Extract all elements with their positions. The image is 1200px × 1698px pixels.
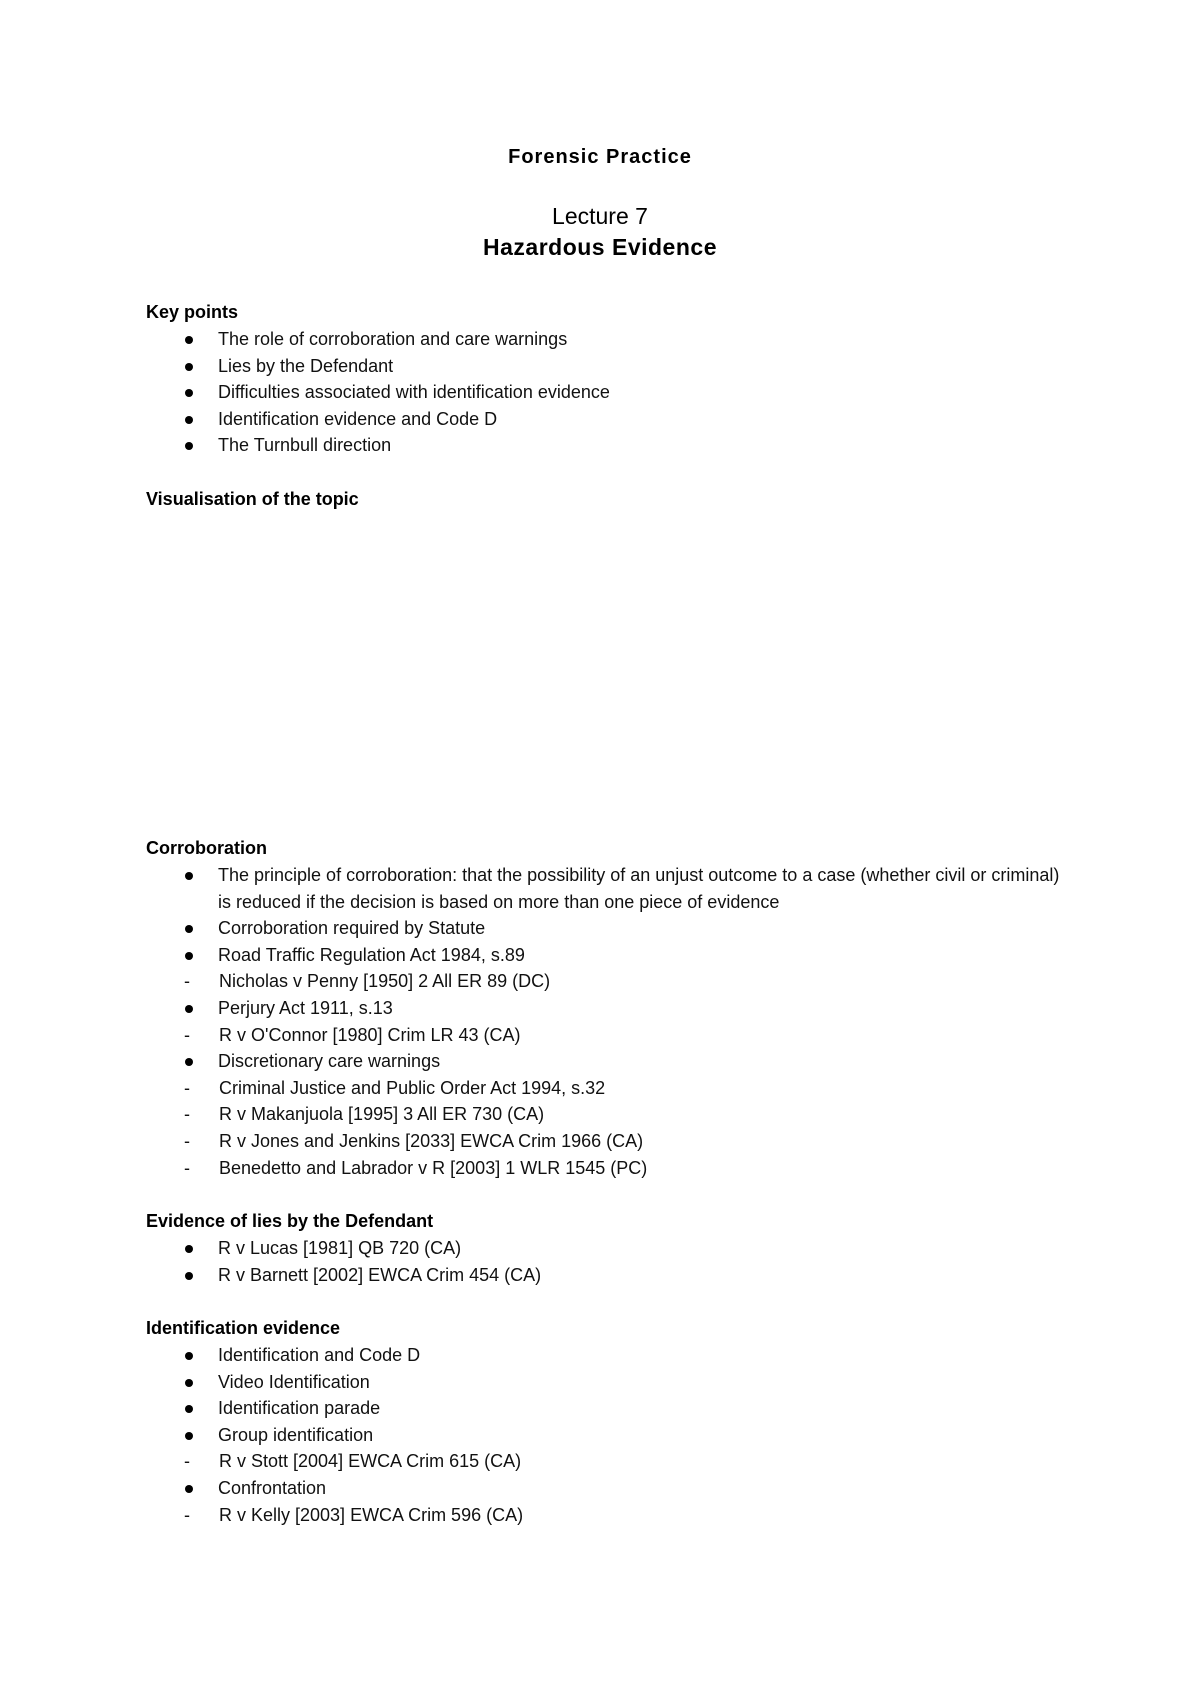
- list-item: [146, 353, 1066, 380]
- sub-list-item-text: Nicholas v Penny [1950] 2 All ER 89 (DC): [219, 971, 551, 992]
- topic-title: Hazardous Evidence: [483, 234, 717, 260]
- dash-icon: -: [184, 1130, 190, 1151]
- lies-heading: Evidence of lies by the Defendant: [146, 1211, 434, 1231]
- sub-list-item-text: R v Makanjuola [1995] 3 All ER 730 (CA): [219, 1104, 545, 1125]
- list-item-text: Discretionary care warnings: [218, 1051, 441, 1072]
- list-item-text: Lies by the Defendant: [218, 355, 394, 376]
- bullet-icon: [185, 1245, 193, 1253]
- dash-icon: -: [184, 1104, 190, 1125]
- visualisation-heading: Visualisation of the topic: [146, 489, 359, 509]
- bullet-icon: [185, 1352, 193, 1360]
- list-item: [146, 1369, 1066, 1396]
- bullet-icon: [185, 925, 193, 933]
- list-item: [146, 326, 1066, 353]
- dash-icon: -: [184, 1504, 190, 1525]
- sub-list: [146, 968, 1066, 995]
- sub-list-item-text: R v Jones and Jenkins [2033] EWCA Crim 1966 (CA): [219, 1130, 644, 1151]
- corroboration-list-continued: [146, 995, 1066, 1022]
- bullet-icon: [185, 952, 193, 960]
- list-item: [146, 995, 1066, 1022]
- list-item: [146, 1235, 1066, 1262]
- sub-list-item: [146, 1101, 1066, 1128]
- key-points-heading: Key points: [146, 302, 239, 322]
- bullet-icon: [185, 1379, 193, 1387]
- list-item-text: Group identification: [218, 1424, 374, 1445]
- bullet-icon: [185, 1272, 193, 1280]
- bullet-icon: [185, 1405, 193, 1413]
- bullet-icon: [185, 1058, 193, 1066]
- sub-list-item-text: R v Stott [2004] EWCA Crim 615 (CA): [219, 1451, 522, 1472]
- list-item: [146, 1475, 1066, 1502]
- list-item: [146, 1048, 1066, 1075]
- identification-list: [146, 1342, 1066, 1448]
- bullet-icon: [185, 1005, 193, 1013]
- bullet-icon: [185, 363, 193, 371]
- dash-icon: -: [184, 1024, 190, 1045]
- list-item-text: Identification evidence and Code D: [218, 408, 498, 429]
- list-item: [146, 1422, 1066, 1449]
- bullet-icon: [185, 336, 193, 344]
- lecture-title: Lecture 7: [552, 203, 648, 229]
- dash-icon: -: [184, 1157, 190, 1178]
- list-item-text: The Turnbull direction: [218, 435, 392, 456]
- sub-list-item: [146, 1022, 1066, 1049]
- sub-list: [146, 1075, 1066, 1181]
- list-item-text: R v Barnett [2002] EWCA Crim 454 (CA): [218, 1264, 542, 1285]
- visualisation-section: [146, 486, 1066, 513]
- list-item-text: Identification parade: [218, 1398, 381, 1419]
- bullet-icon: [185, 416, 193, 424]
- sub-list-item-text: Criminal Justice and Public Order Act 1994, s.32: [219, 1077, 606, 1098]
- list-item-text: The principle of corroboration: that the possibility of an unjust outcome to a case (whether civil or criminal) is reduced if the decision is based on more than one piece of evidence: [218, 865, 1060, 912]
- course-title: Forensic Practice: [508, 146, 692, 168]
- dash-icon: -: [184, 1451, 190, 1472]
- list-item-text: Corroboration required by Statute: [218, 918, 486, 939]
- dash-icon: -: [184, 1077, 190, 1098]
- list-item: [146, 1342, 1066, 1369]
- bullet-icon: [185, 872, 193, 880]
- corroboration-list-continued: [146, 1048, 1066, 1075]
- list-item: [146, 1262, 1066, 1289]
- sub-list: [146, 1022, 1066, 1049]
- list-item-text: Video Identification: [218, 1371, 370, 1392]
- sub-list-item: [146, 968, 1066, 995]
- sub-list: [146, 1448, 1066, 1475]
- list-item-text: The role of corroboration and care warnings: [218, 329, 568, 349]
- identification-list-continued: [146, 1475, 1066, 1502]
- list-item: [146, 379, 1066, 406]
- corroboration-list: [146, 862, 1066, 968]
- list-item: [146, 1395, 1066, 1422]
- corroboration-heading: Corroboration: [146, 838, 267, 858]
- identification-section: [146, 1315, 1066, 1528]
- list-item: [146, 942, 1066, 969]
- list-item-text: Road Traffic Regulation Act 1984, s.89: [218, 944, 525, 965]
- sub-list-item: [146, 1448, 1066, 1475]
- key-points-section: [146, 299, 1066, 459]
- key-points-list: [146, 326, 1066, 459]
- sub-list-item-text: R v O'Connor [1980] Crim LR 43 (CA): [219, 1024, 521, 1045]
- bullet-icon: [185, 1485, 193, 1493]
- list-item-text: Confrontation: [218, 1477, 327, 1498]
- bullet-icon: [185, 1432, 193, 1440]
- sub-list-item-text: Benedetto and Labrador v R [2003] 1 WLR 1545 (PC): [219, 1157, 648, 1178]
- list-item-text: Perjury Act 1911, s.13: [218, 997, 393, 1018]
- lies-section: [146, 1208, 1066, 1288]
- visualisation-area: [146, 520, 1066, 820]
- list-item-text: R v Lucas [1981] QB 720 (CA): [218, 1238, 462, 1258]
- sub-list-item-text: R v Kelly [2003] EWCA Crim 596 (CA): [219, 1504, 524, 1525]
- sub-list-item: [146, 1075, 1066, 1102]
- dash-icon: -: [184, 971, 190, 992]
- corroboration-section: [146, 835, 1066, 1181]
- sub-list: [146, 1502, 1066, 1529]
- list-item: [146, 406, 1066, 433]
- identification-heading: Identification evidence: [146, 1318, 341, 1338]
- bullet-icon: [185, 389, 193, 397]
- list-item-text: Identification and Code D: [218, 1345, 421, 1365]
- sub-list-item: [146, 1155, 1066, 1182]
- lies-list: [146, 1235, 1066, 1288]
- list-item: [146, 862, 1066, 915]
- sub-list-item: [146, 1502, 1066, 1529]
- list-item: [146, 915, 1066, 942]
- bullet-icon: [185, 442, 193, 450]
- list-item-text: Difficulties associated with identification evidence: [218, 382, 610, 403]
- sub-list-item: [146, 1128, 1066, 1155]
- list-item: [146, 432, 1066, 459]
